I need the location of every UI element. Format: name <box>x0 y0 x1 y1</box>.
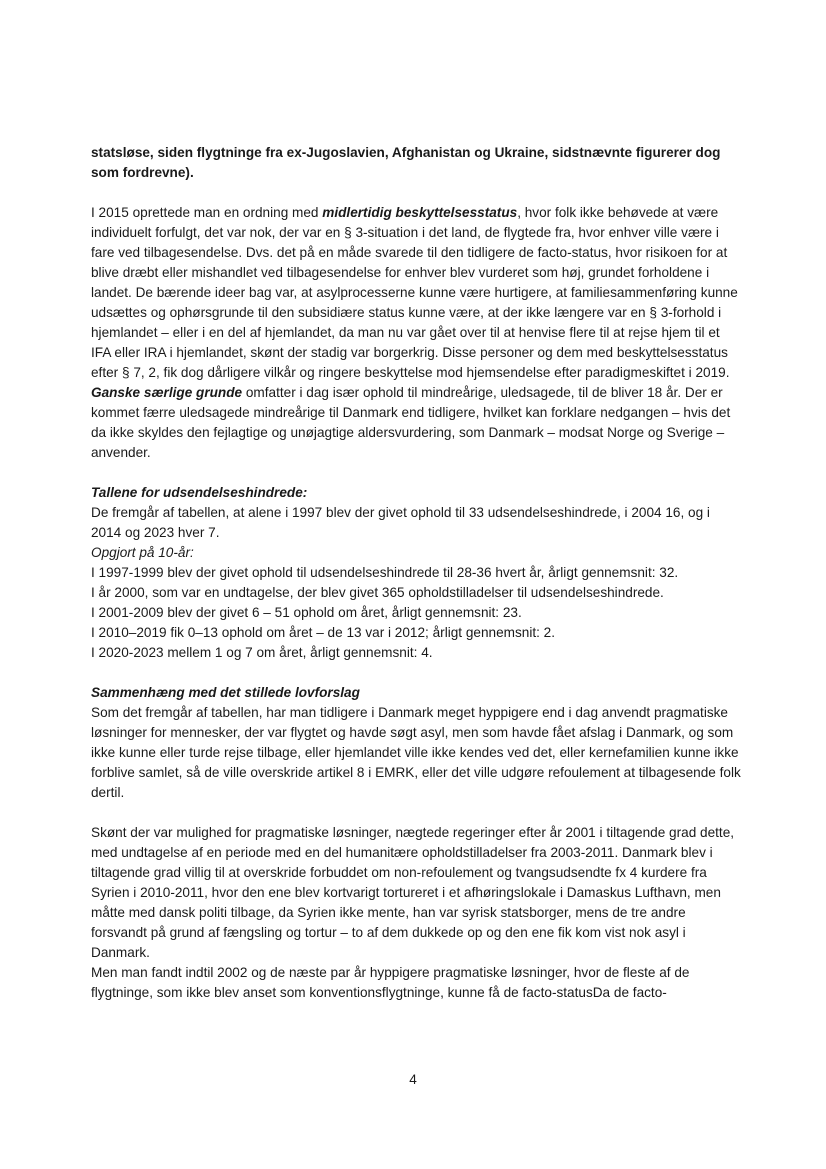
list-item: I år 2000, som var en undtagelse, der blev givet 365 opholdstilladelser til udsendelseshindrede. <box>91 585 664 600</box>
subheading: Opgjort på 10-år: <box>91 545 194 560</box>
text: omfatter i dag især ophold til mindreårige, uledsagede, til de bliver 18 år. Der er kommet færre uledsagede mindreårige til Danmark end tidligere, hvilket kan forklare nedgangen – hvis det da ikke skyldes den fejlagtige og unøjagtige aldersvurdering, som Danmark – modsat Norge og Sverige – anvender. <box>91 385 731 460</box>
text: I 2015 oprettede man en ordning med <box>91 205 323 220</box>
paragraph: Skønt der var mulighed for pragmatiske løsninger, nægtede regeringer efter år 2001 i tiltagende grad dette, med undtagelse af en periode med en del humanitære opholdstilladelser fra 2003-2011. Danmark blev i tiltagende grad villig til at overskride forbuddet om non-refoulement og tvangsudsendte fx 4 kurdere fra Syrien i 2010-2011, hvor den ene blev kortvarigt tortureret i et afhøringslokale i Damaskus Lufthavn, men måtte med dansk politi tilbage, da Syrien ikke mente, han var syrisk statsborger, mens de tre andre forsvandt på grund af fængsling og tortur – to af dem dukkede op og den ene fik kom vist nok asyl i Danmark. <box>91 825 735 960</box>
paragraph-temporary-protection <box>91 203 741 383</box>
page-number: 4 <box>409 1072 417 1087</box>
paragraph: Som det fremgår af tabellen, har man tidligere i Danmark meget hyppigere end i dag anvendt pragmatiske løsninger for mennesker, der var flygtet og havde søgt asyl, men som havde fået afslag i Danmark, og som ikke kunne eller turde rejse tilbage, eller hjemlandet ville ikke kendes ved det, eller kernefamilien kunne ikke forblive samlet, så de ville overskride artikel 8 i EMRK, eller det ville udgøre refoulement at tilbagesende folk dertil. <box>91 705 741 800</box>
list-item: I 2020-2023 mellem 1 og 7 om året, årligt gennemsnit: 4. <box>91 645 433 660</box>
paragraph: Men man fandt indtil 2002 og de næste par år hyppigere pragmatiske løsninger, hvor de fleste af de flygtninge, som ikke blev anset som konventionsflygtninge, kunne få de facto-statusDa de facto- <box>91 965 690 1000</box>
emphasis: midlertidig beskyttelsesstatus <box>322 205 518 220</box>
paragraph-special-grounds <box>91 383 741 463</box>
text: , hvor folk ikke behøvede at være individuelt forfulgt, det var nok, der var en § 3-situation i det land, de flygtede fra, hvor enhver ville være i fare ved tilbagesendelse. Dvs. det på en måde svarede til den tidligere de facto-status, hvor risikoen for at blive dræbt eller mishandlet ved tilbagesendelse for enhver blev vurderet som høj, grundet forholdene i landet. De bærende ideer bag var, at asylprocesserne kunne være hurtigere, at familiesammenføring kunne udsættes og ophørsgrunde til den subsidiære status kunne være, at der ikke længere var en § 3-forhold i hjemlandet – eller i en del af hjemlandet, da man nu var gået over til at henvise flere til at rejse hjem til et IFA eller IRA i hjemlandet, skønt der stadig var borgerkrig. Disse personer og dem med beskyttelsesstatus efter § 7, 2, fik dog dårligere vilkår og ringere beskyttelse mod hjemsendelse efter paradigmeskiftet i 2019. <box>91 205 738 380</box>
section-heading: Sammenhæng med det stillede lovforslag <box>91 685 360 700</box>
list-item: I 2010–2019 fik 0–13 ophold om året – de 13 var i 2012; årligt gennemsnit: 2. <box>91 625 556 640</box>
paragraph: De fremgår af tabellen, at alene i 1997 blev der givet ophold til 33 udsendelseshindrede, i 2004 16, og i 2014 og 2023 hver 7. <box>91 505 710 540</box>
list-item: I 2001-2009 blev der givet 6 – 51 ophold om året, årligt gennemsnit: 23. <box>91 605 522 620</box>
document-body <box>91 143 741 1003</box>
emphasis: Ganske særlige grunde <box>91 385 243 400</box>
list-item: I 1997-1999 blev der givet ophold til udsendelseshindrede til 28-36 hvert år, årligt gennemsnit: 32. <box>91 565 679 580</box>
bold-intro-paragraph: statsløse, siden flygtninge fra ex-Jugoslavien, Afghanistan og Ukraine, sidstnævnte figurerer dog som fordrevne). <box>91 145 721 180</box>
section-heading: Tallene for udsendelseshindrede: <box>91 485 308 500</box>
